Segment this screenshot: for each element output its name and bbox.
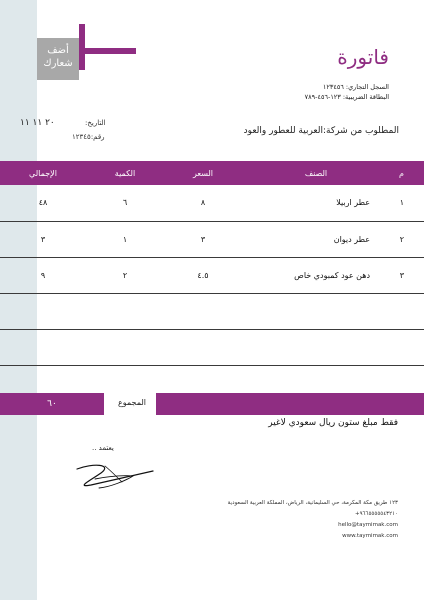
table-header-row (0, 161, 424, 185)
table-row (0, 257, 424, 293)
invoice-number-label: رقم: (90, 133, 105, 141)
cell-quantity: ١ (86, 221, 164, 257)
approval-label: يعتمد .. (92, 444, 114, 452)
cell-total: ٩ (0, 257, 86, 293)
col-header-quantity: الكمية (86, 161, 164, 185)
cell-price: ٣ (164, 221, 242, 257)
cell-total (0, 293, 86, 329)
company-registration (305, 82, 389, 102)
table-row (0, 329, 424, 365)
col-header-description: الصنف (242, 161, 390, 185)
signature-image (65, 457, 160, 497)
footer-website: www.taymimak.com (342, 533, 398, 539)
commercial-register: السجل التجاري: ١٢٣٤٥٦ (322, 83, 389, 91)
logo-line-1: أضف (47, 45, 69, 56)
invoice-title: فاتورة (337, 45, 389, 69)
logo-placeholder (37, 38, 79, 80)
logo-bracket-horizontal (79, 48, 136, 54)
billed-to: المطلوب من شركة:العربية للعطور والعود (243, 126, 399, 136)
logo-bracket-vertical (79, 24, 85, 70)
items-table (0, 161, 424, 366)
company-footer (208, 498, 398, 542)
cell-total: ٣ (0, 221, 86, 257)
cell-quantity: ٦ (86, 185, 164, 221)
footer-phone: +٩٦٦٥٥٥٥٥٤٣٢١٠ (354, 511, 398, 517)
total-accent-bar (156, 393, 424, 415)
total-label: المجموع (118, 398, 146, 407)
cell-quantity (86, 293, 164, 329)
col-header-price: السعر (164, 161, 242, 185)
table-row (0, 293, 424, 329)
table-row (0, 185, 424, 221)
invoice-number (72, 133, 105, 141)
cell-index: ٢ (390, 221, 424, 257)
cell-quantity: ٢ (86, 257, 164, 293)
tax-card: البطاقة الضريبية: ١٢٣-٤٥٦-٧٨٩ (304, 93, 389, 101)
logo-line-2: شعارك (43, 58, 73, 69)
cell-description: دهن عود كمبودي خاص (242, 257, 390, 293)
cell-index (390, 293, 424, 329)
cell-total (0, 329, 86, 365)
cell-index (390, 329, 424, 365)
date-label: التاريخ: (85, 119, 106, 127)
cell-quantity (86, 329, 164, 365)
table-row (0, 221, 424, 257)
cell-price (164, 329, 242, 365)
amount-in-words: فقط مبلغ ستون ريال سعودي لاغير (268, 418, 398, 428)
cell-price: ٤.٥ (164, 257, 242, 293)
col-header-index: م (390, 161, 424, 185)
footer-email: hello@taymimak.com (338, 522, 398, 528)
cell-index: ٣ (390, 257, 424, 293)
cell-description (242, 293, 390, 329)
cell-price (164, 293, 242, 329)
footer-address: ١٢٣ طريق مكة المكرمة، حي السليمانية، الرياض، المملكة العربية السعودية (227, 500, 398, 506)
invoice-number-value: ١٢٣٤٥ (72, 133, 91, 141)
date-value: ٢٠ ١١ ١١ (20, 118, 55, 128)
cell-index: ١ (390, 185, 424, 221)
total-value: ٦٠ (0, 393, 104, 415)
cell-price: ٨ (164, 185, 242, 221)
cell-description (242, 329, 390, 365)
col-header-total: الإجمالي (0, 161, 86, 185)
cell-description: عطر اربيلا (242, 185, 390, 221)
cell-total: ٤٨ (0, 185, 86, 221)
cell-description: عطر ديوان (242, 221, 390, 257)
